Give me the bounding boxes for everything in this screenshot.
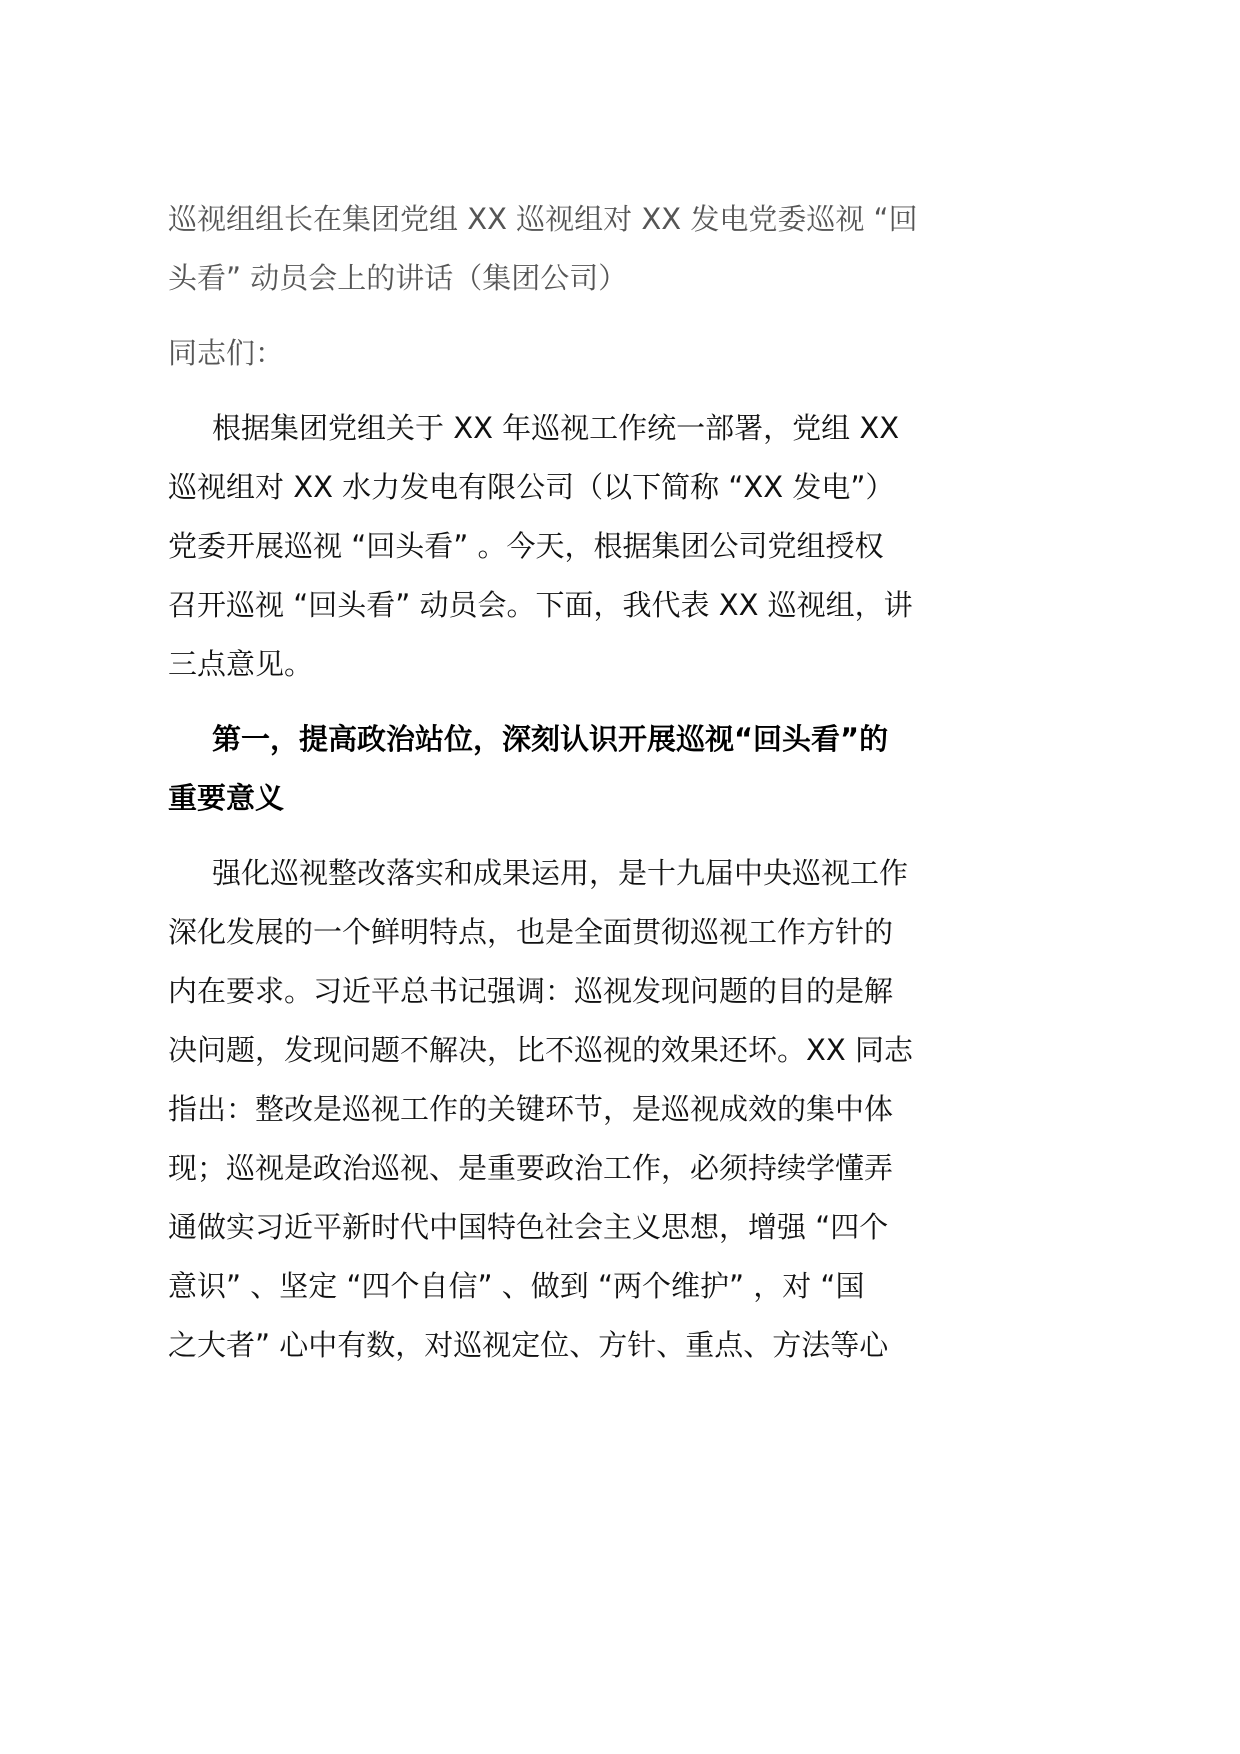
paragraph-section-1 <box>168 844 942 1375</box>
salutation: 同志们： <box>168 336 285 370</box>
document-title <box>168 190 942 308</box>
paragraph-line: 三点意见。 <box>168 647 314 681</box>
title-line: 头看” 动员会上的讲话（集团公司） <box>168 261 628 295</box>
paragraph-line: 巡视组对 XX 水力发电有限公司（以下简称 “XX 发电”） <box>168 470 895 504</box>
paragraph-line: 之大者” 心中有数，对巡视定位、方针、重点、方法等心 <box>168 1328 889 1362</box>
title-line: 巡视组组长在集团党组 XX 巡视组对 XX 发电党委巡视 “回 <box>168 202 918 236</box>
paragraph-line: 深化发展的一个鲜明特点，也是全面贯彻巡视工作方针的 <box>168 915 894 949</box>
paragraph-intro <box>168 399 942 694</box>
paragraph-line: 通做实习近平新时代中国特色社会主义思想，增强 “四个 <box>168 1210 889 1244</box>
paragraph-line: 召开巡视 “回头看” 动员会。下面，我代表 XX 巡视组，讲 <box>168 588 913 622</box>
paragraph-line: 决问题，发现问题不解决，比不巡视的效果还坏。XX 同志 <box>168 1033 913 1067</box>
paragraph-line: 根据集团党组关于 XX 年巡视工作统一部署，党组 XX <box>212 411 900 445</box>
paragraph-line: 意识” 、坚定 “四个自信” 、做到 “两个维护” ，对 “国 <box>168 1269 865 1303</box>
heading-line: 重要意义 <box>168 781 285 815</box>
paragraph-line: 指出：整改是巡视工作的关键环节，是巡视成效的集中体 <box>168 1092 894 1126</box>
section-heading-1 <box>168 710 942 828</box>
heading-line: 第一，提高政治站位，深刻认识开展巡视“回头看”的 <box>212 722 889 756</box>
document-page <box>168 190 942 1375</box>
paragraph-line: 强化巡视整改落实和成果运用，是十九届中央巡视工作 <box>212 856 909 890</box>
paragraph-line: 现；巡视是政治巡视、是重要政治工作，必须持续学懂弄 <box>168 1151 894 1185</box>
paragraph-line: 党委开展巡视 “回头看” 。今天，根据集团公司党组授权 <box>168 529 884 563</box>
paragraph-line: 内在要求。习近平总书记强调：巡视发现问题的目的是解 <box>168 974 894 1008</box>
